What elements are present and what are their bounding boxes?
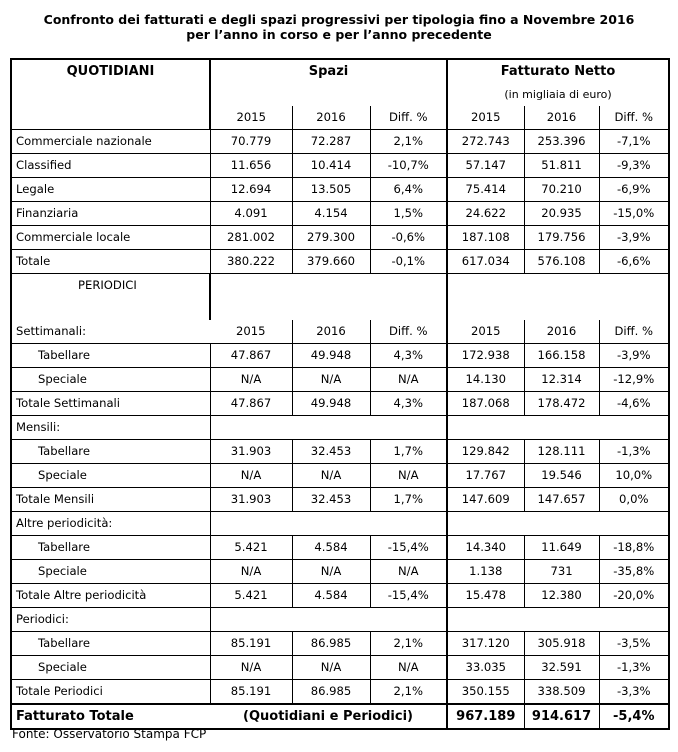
fatturato-2015: 172.938 <box>447 344 524 368</box>
section-row <box>11 416 669 440</box>
spazi-2015: 31.903 <box>210 440 292 464</box>
fatturato-2016: 576.108 <box>524 250 599 274</box>
fatturato-2016: 166.158 <box>524 344 599 368</box>
table-row <box>11 584 669 608</box>
header-2016: 2016 <box>524 320 599 344</box>
fatturato-2016: 51.811 <box>524 154 599 178</box>
spazi-2016: N/A <box>292 656 370 680</box>
fatturato-diff: -1,3% <box>599 656 669 680</box>
empty-cell <box>447 608 669 632</box>
row-label: Totale Periodici <box>11 680 210 705</box>
spazi-2016: 32.453 <box>292 440 370 464</box>
fatturato-2016: 32.591 <box>524 656 599 680</box>
header-diff: Diff. % <box>599 106 669 130</box>
section-label: Mensili: <box>11 416 210 440</box>
section-row <box>11 297 669 320</box>
spazi-2016: 4.584 <box>292 536 370 560</box>
row-label: Finanziaria <box>11 202 210 226</box>
header-2015: 2015 <box>210 320 292 344</box>
table-row <box>11 130 669 154</box>
empty-cell <box>210 608 447 632</box>
header-2016: 2016 <box>292 106 370 130</box>
fatturato-2016: 20.935 <box>524 202 599 226</box>
spazi-2015: 5.421 <box>210 584 292 608</box>
header-diff: Diff. % <box>599 320 669 344</box>
spazi-2015: 5.421 <box>210 536 292 560</box>
spazi-2016: 86.985 <box>292 632 370 656</box>
empty-cell <box>210 512 447 536</box>
spazi-diff: N/A <box>370 560 447 584</box>
empty-cell <box>447 512 669 536</box>
empty-cell <box>11 106 210 130</box>
header-diff: Diff. % <box>370 106 447 130</box>
spazi-2016: N/A <box>292 560 370 584</box>
spazi-2015: 281.002 <box>210 226 292 250</box>
fatturato-diff: -4,6% <box>599 392 669 416</box>
fatturato-2016: 19.546 <box>524 464 599 488</box>
fatturato-diff: -3,3% <box>599 680 669 705</box>
section-row <box>11 608 669 632</box>
spazi-2015: N/A <box>210 560 292 584</box>
fatturato-2016: 305.918 <box>524 632 599 656</box>
spazi-2015: 12.694 <box>210 178 292 202</box>
fatturato-2015: 15.478 <box>447 584 524 608</box>
spazi-diff: N/A <box>370 464 447 488</box>
table-row <box>11 154 669 178</box>
fatturato-2015: 1.138 <box>447 560 524 584</box>
fatturato-2015: 187.068 <box>447 392 524 416</box>
section-label: Periodici: <box>11 608 210 632</box>
row-label: Speciale <box>11 656 210 680</box>
table-row <box>11 656 669 680</box>
fatturato-2016: 179.756 <box>524 226 599 250</box>
spazi-2015: 31.903 <box>210 488 292 512</box>
empty-cell <box>210 297 447 320</box>
spazi-2015: 47.867 <box>210 344 292 368</box>
fatturato-2015: 57.147 <box>447 154 524 178</box>
header-2015: 2015 <box>447 106 524 130</box>
fatturato-2015: 350.155 <box>447 680 524 705</box>
fatturato-diff: 0,0% <box>599 488 669 512</box>
fatturato-2015: 187.108 <box>447 226 524 250</box>
table-row <box>11 488 669 512</box>
row-label: Speciale <box>11 464 210 488</box>
fatturato-2016: 338.509 <box>524 680 599 705</box>
fatturato-header: Fatturato Netto <box>447 59 669 83</box>
spazi-2015: N/A <box>210 464 292 488</box>
table-row <box>11 178 669 202</box>
fatturato-2015: 317.120 <box>447 632 524 656</box>
row-label: Totale <box>11 250 210 274</box>
spazi-diff: -10,7% <box>370 154 447 178</box>
fatturato-diff: -6,9% <box>599 178 669 202</box>
spazi-2016: N/A <box>292 368 370 392</box>
grand-total-note: (Quotidiani e Periodici) <box>210 704 447 729</box>
spazi-diff: N/A <box>370 368 447 392</box>
fatturato-2015: 617.034 <box>447 250 524 274</box>
spazi-2016: 10.414 <box>292 154 370 178</box>
fatturato-diff: -18,8% <box>599 536 669 560</box>
spazi-2015: 380.222 <box>210 250 292 274</box>
table-row <box>11 368 669 392</box>
fatturati-table <box>10 58 670 730</box>
spazi-diff: N/A <box>370 656 447 680</box>
empty-cell <box>210 274 447 298</box>
header-2015: 2015 <box>210 106 292 130</box>
section-row <box>11 274 669 298</box>
table-row <box>11 392 669 416</box>
spazi-diff: 2,1% <box>370 130 447 154</box>
table-subtitle: per l’anno in corso e per l’anno precedente <box>186 27 492 42</box>
grand-total-row <box>11 704 669 729</box>
row-label: Tabellare <box>11 536 210 560</box>
fatturato-2015: 33.035 <box>447 656 524 680</box>
header-2015: 2015 <box>447 320 524 344</box>
spazi-diff: 1,5% <box>370 202 447 226</box>
empty-cell <box>447 274 669 298</box>
spazi-diff: 2,1% <box>370 632 447 656</box>
fatturato-diff: -20,0% <box>599 584 669 608</box>
row-label: Totale Settimanali <box>11 392 210 416</box>
fatturato-diff: -3,5% <box>599 632 669 656</box>
fatturato-2015: 24.622 <box>447 202 524 226</box>
spazi-2016: 49.948 <box>292 344 370 368</box>
empty-cell <box>210 83 447 106</box>
grand-total-label: Fatturato Totale <box>11 704 210 729</box>
row-label: Tabellare <box>11 440 210 464</box>
header-2016: 2016 <box>292 320 370 344</box>
spazi-2015: 85.191 <box>210 680 292 705</box>
fatturato-2015: 129.842 <box>447 440 524 464</box>
row-label: Legale <box>11 178 210 202</box>
spazi-2015: 4.091 <box>210 202 292 226</box>
fatturato-diff: -7,1% <box>599 130 669 154</box>
spazi-2015: N/A <box>210 368 292 392</box>
fatturato-diff: -6,6% <box>599 250 669 274</box>
spazi-diff: 2,1% <box>370 680 447 705</box>
spazi-2015: 70.779 <box>210 130 292 154</box>
spazi-diff: 6,4% <box>370 178 447 202</box>
year-header-row <box>11 320 669 344</box>
table-row <box>11 226 669 250</box>
table-row <box>11 464 669 488</box>
fatturato-2016: 12.314 <box>524 368 599 392</box>
fatturato-2016: 70.210 <box>524 178 599 202</box>
row-label: Commerciale locale <box>11 226 210 250</box>
fatturato-note: (in migliaia di euro) <box>447 83 669 106</box>
spazi-2015: 47.867 <box>210 392 292 416</box>
fatturato-diff: -35,8% <box>599 560 669 584</box>
spazi-2016: 86.985 <box>292 680 370 705</box>
source-note: Fonte: Osservatorio Stampa FCP <box>12 727 207 741</box>
fatturato-diff: -15,0% <box>599 202 669 226</box>
header-row <box>11 59 669 83</box>
fatturato-diff: -9,3% <box>599 154 669 178</box>
table-row <box>11 250 669 274</box>
spazi-diff: 1,7% <box>370 488 447 512</box>
section-row <box>11 512 669 536</box>
row-label: Totale Mensili <box>11 488 210 512</box>
spazi-diff: 4,3% <box>370 344 447 368</box>
row-label: Classified <box>11 154 210 178</box>
spazi-2016: 72.287 <box>292 130 370 154</box>
fatturato-diff: 10,0% <box>599 464 669 488</box>
fatturato-diff: -1,3% <box>599 440 669 464</box>
fatturato-2015: 14.340 <box>447 536 524 560</box>
fatturato-2016: 731 <box>524 560 599 584</box>
spazi-diff: -15,4% <box>370 584 447 608</box>
grand-total-diff: -5,4% <box>599 704 669 729</box>
row-label: Commerciale nazionale <box>11 130 210 154</box>
spazi-2015: 11.656 <box>210 154 292 178</box>
table-row <box>11 202 669 226</box>
fatturato-2015: 17.767 <box>447 464 524 488</box>
spazi-diff: -0,6% <box>370 226 447 250</box>
row-label: Tabellare <box>11 632 210 656</box>
table-row <box>11 440 669 464</box>
spazi-2015: N/A <box>210 656 292 680</box>
spazi-diff: -15,4% <box>370 536 447 560</box>
header-2016: 2016 <box>524 106 599 130</box>
fatturato-2016: 178.472 <box>524 392 599 416</box>
fatturato-diff: -3,9% <box>599 344 669 368</box>
spazi-2016: 379.660 <box>292 250 370 274</box>
section-header: QUOTIDIANI <box>11 59 210 83</box>
spazi-2016: 4.154 <box>292 202 370 226</box>
row-label: Speciale <box>11 560 210 584</box>
row-label: Speciale <box>11 368 210 392</box>
fatturato-2016: 128.111 <box>524 440 599 464</box>
spazi-2016: 13.505 <box>292 178 370 202</box>
spazi-2016: 279.300 <box>292 226 370 250</box>
fatturato-2015: 75.414 <box>447 178 524 202</box>
spazi-diff: 1,7% <box>370 440 447 464</box>
row-label: Totale Altre periodicità <box>11 584 210 608</box>
empty-cell <box>11 297 210 320</box>
spazi-2016: 49.948 <box>292 392 370 416</box>
section-label: Altre periodicità: <box>11 512 210 536</box>
spazi-diff: -0,1% <box>370 250 447 274</box>
fatturato-diff: -12,9% <box>599 368 669 392</box>
table-row <box>11 632 669 656</box>
spazi-2015: 85.191 <box>210 632 292 656</box>
fatturato-2015: 272.743 <box>447 130 524 154</box>
table-row <box>11 680 669 705</box>
year-header-row <box>11 106 669 130</box>
table-row <box>11 344 669 368</box>
spazi-2016: N/A <box>292 464 370 488</box>
fatturato-diff: -3,9% <box>599 226 669 250</box>
empty-cell <box>447 297 669 320</box>
fatturato-2015: 14.130 <box>447 368 524 392</box>
spazi-diff: 4,3% <box>370 392 447 416</box>
grand-total-2015: 967.189 <box>447 704 524 729</box>
section-label: Settimanali: <box>11 320 210 344</box>
grand-total-2016: 914.617 <box>524 704 599 729</box>
fatturato-2016: 147.657 <box>524 488 599 512</box>
empty-cell <box>447 416 669 440</box>
row-label: Tabellare <box>11 344 210 368</box>
table-title: Confronto dei fatturati e degli spazi progressivi per tipologia fino a Novembre 2016 <box>43 12 635 27</box>
header-row <box>11 83 669 106</box>
spazi-header: Spazi <box>210 59 447 83</box>
header-diff: Diff. % <box>370 320 447 344</box>
empty-cell <box>11 83 210 106</box>
empty-cell <box>210 416 447 440</box>
fatturato-2016: 11.649 <box>524 536 599 560</box>
table-row <box>11 560 669 584</box>
spazi-2016: 4.584 <box>292 584 370 608</box>
periodici-label: PERIODICI <box>11 274 210 298</box>
fatturato-2016: 12.380 <box>524 584 599 608</box>
spazi-2016: 32.453 <box>292 488 370 512</box>
table-row <box>11 536 669 560</box>
fatturato-2015: 147.609 <box>447 488 524 512</box>
fatturato-2016: 253.396 <box>524 130 599 154</box>
